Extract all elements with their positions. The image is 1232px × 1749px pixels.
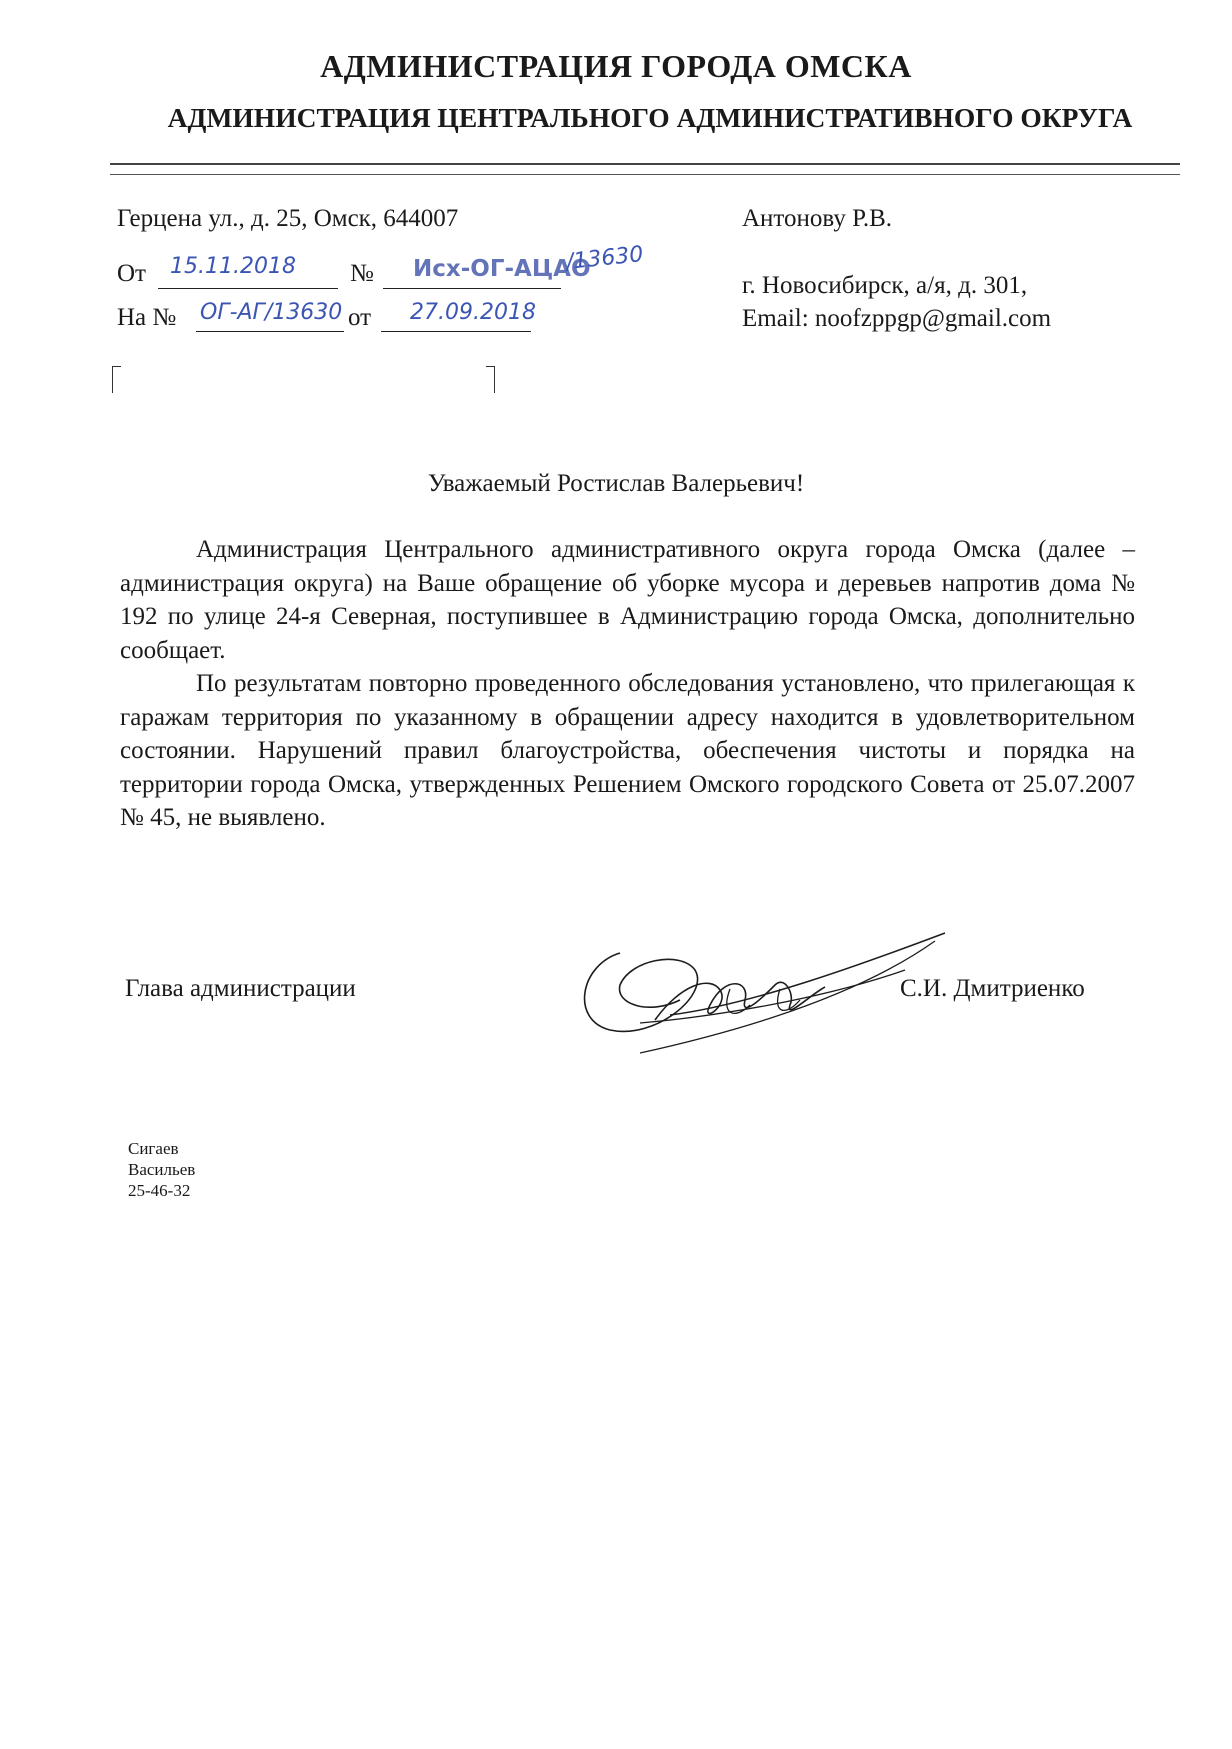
organization-title: АДМИНИСТРАЦИЯ ГОРОДА ОМСКА <box>320 48 912 84</box>
number-line <box>383 287 561 289</box>
body-paragraph-1: Администрация Центрального административного округа города Омска (далее – администрация округа) на Ваше обращение об уборке мусора и деревьев напротив дома № 192 по улице 24-я Северная, поступившее в Администрацию города Омска, дополнительно сообщает. <box>120 536 1135 664</box>
recipient-email: Email: noofzppgp@gmail.com <box>742 305 1052 332</box>
letter-body <box>120 533 1135 835</box>
header-divider-thick <box>110 163 1180 165</box>
executor-info <box>128 1138 195 1201</box>
corner-mark-left <box>112 366 121 393</box>
reference-number-line <box>196 330 344 332</box>
executor-phone: 25-46-32 <box>128 1181 191 1200</box>
signatory-name: С.И. Дмитриенко <box>900 975 1085 1002</box>
number-label: № <box>350 260 374 287</box>
sender-address: Герцена ул., д. 25, Омск, 644007 <box>117 205 459 232</box>
reference-label: На № <box>117 304 177 331</box>
reference-date-line <box>381 330 531 332</box>
recipient-name: Антонову Р.В. <box>742 205 893 232</box>
body-paragraph-2: По результатам повторно проведенного обследования установлено, что прилегающая к гаражам территория по указанному в обращении адресу находится в удовлетворительном состоянии. Нарушений правил благоустройства, обеспечения чистоты и порядка на территории города Омска, утвержденных Решением Омского городского Совета от 25.07.2007 № 45, не выявлено. <box>120 670 1135 831</box>
recipient-address: г. Новосибирск, а/я, д. 301, <box>742 272 1028 299</box>
organization-subtitle: АДМИНИСТРАЦИЯ ЦЕНТРАЛЬНОГО АДМИНИСТРАТИВНОГО ОКРУГА <box>167 102 1133 133</box>
signatory-position: Глава администрации <box>125 975 356 1002</box>
from-date-handwritten: 15.11.2018 <box>170 254 296 279</box>
from-date-line <box>158 287 338 289</box>
outgoing-number-handwritten: /13630 <box>564 242 645 275</box>
outgoing-number-stamp: Исх-ОГ-АЦАО <box>413 256 591 282</box>
executor-line-2: Васильев <box>128 1160 196 1179</box>
reference-number-handwritten: ОГ-АГ/13630 <box>200 300 343 325</box>
corner-mark-right <box>486 366 495 393</box>
salutation: Уважаемый Ростислав Валерьевич! <box>427 470 805 497</box>
executor-line-1: Сигаев <box>128 1139 179 1158</box>
header-divider-thin <box>110 174 1180 175</box>
reference-date-label: от <box>348 304 372 331</box>
reference-date-handwritten: 27.09.2018 <box>410 300 536 325</box>
from-label: От <box>117 260 146 287</box>
